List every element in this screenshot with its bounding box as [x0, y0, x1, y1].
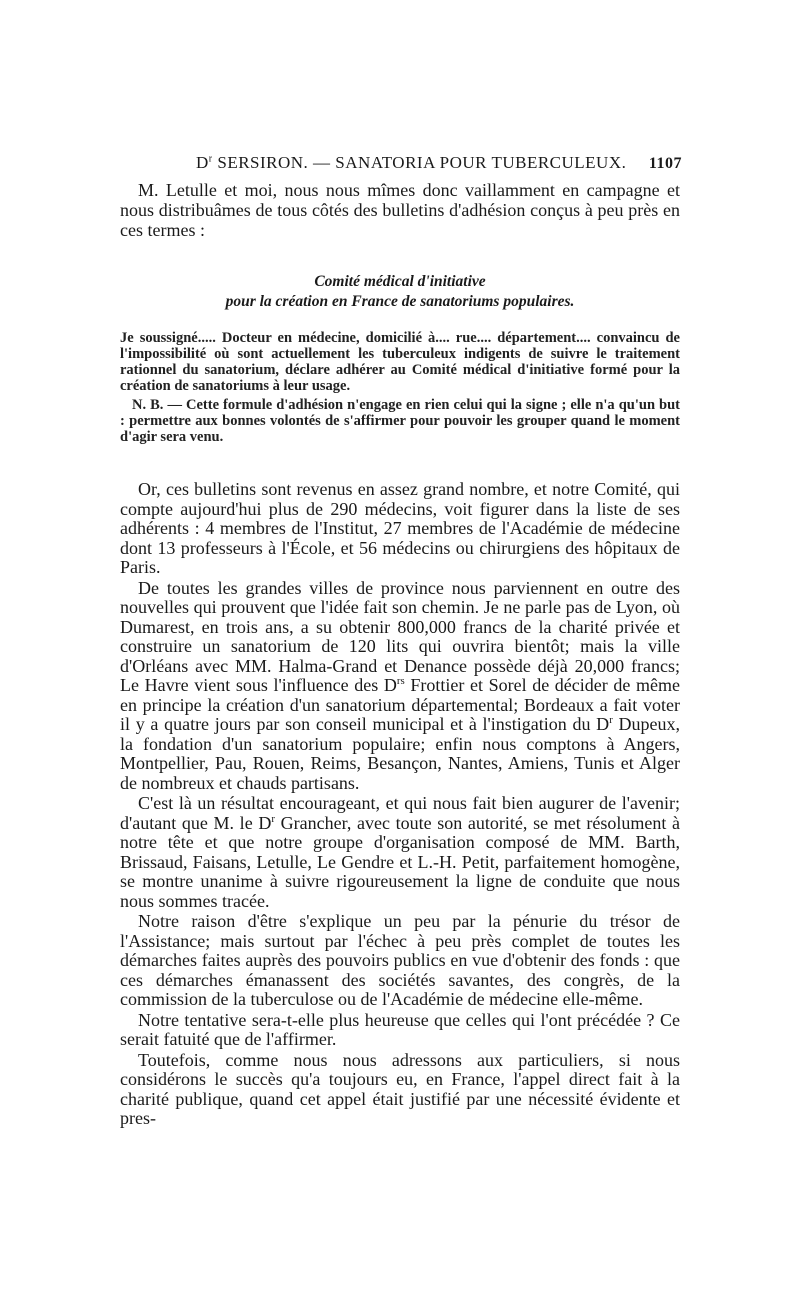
paragraph-provinces-part1: De toutes les grandes villes de province nous parviennent en outre des nouvelles qui prouvent que l'idée fait son chemin. Je ne parle pas de Lyon, où Dumarest, en trois ans, a su obtenir 800,000 francs de la charité privée et construire un sanatorium de 120 lits qui ouvrira bientôt; mais la ville d'Orléans avec MM. Halma-Grand et Denance possède déjà 20,000 francs; Le Havre vient sous l'influence des D	[120, 577, 680, 695]
membership-form-text	[120, 330, 680, 448]
superscript: rs	[396, 675, 405, 687]
paragraph-encouraging-part2: Grancher, avec toute son autorité, se met résolument à notre tête et que notre groupe d'organisation composé de MM. Barth, Brissaud, Faisans, Letulle, Le Gendre et L.-H. Petit, parfaitement homogène, se montre unanime à suivre rigoureusement la ligne de conduite que nous nous sommes tracée.	[120, 812, 680, 911]
paragraph-results: Or, ces bulletins sont revenus en assez grand nombre, et notre Comité, qui compte aujourd'hui plus de 290 médecins, voit figurer dans la liste de ses adhérents : 4 membres de l'Institut, 27 membres de l'Académie de médecine dont 13 professeurs à l'École, et 56 médecins ou chirurgiens des hôpitaux de Paris.	[120, 479, 680, 577]
superscript: r	[609, 714, 613, 726]
paragraph-toutefois: Toutefois, comme nous nous adressons aux particuliers, si nous considérons le succès qu'a toujours eu, en France, l'appel direct fait à la charité publique, quand cet appel était justifié par une nécessité évidente et pres-	[120, 1049, 680, 1128]
page-header	[196, 153, 682, 173]
committee-heading-line2: pour la création en France de sanatoriums populaires.	[225, 293, 575, 310]
form-declaration: Je soussigné..... Docteur en médecine, domicilié à.... rue.... département.... convaincu de l'impossibilité où sont actuellement les tuberculeux indigents de suivre le traitement rationnel du sanatorium, déclare adhérer au Comité médical d'initiative formé pour la création de sanatoriums à leur usage.	[120, 330, 680, 394]
running-title-superscript: r	[208, 153, 213, 165]
running-title	[196, 153, 626, 173]
page-number: 1107	[648, 155, 682, 172]
form-note: N. B. — Cette formule d'adhésion n'engage en rien celui qui la signe ; elle n'a qu'un but : permettre aux bonnes volontés de s'affirmer pour pouvoir les grouper quand le moment d'agir sera venu.	[120, 397, 680, 445]
paragraph-encouraging	[120, 794, 680, 911]
intro-paragraph-block	[120, 180, 680, 240]
paragraph-provinces	[120, 579, 680, 794]
intro-paragraph: M. Letulle et moi, nous nous mîmes donc vaillamment en campagne et nous distribuâmes de tous côtés des bulletins d'adhésion conçus à peu près en ces termes :	[120, 180, 680, 240]
paragraph-provinces-part3: Dupeux, la fondation d'un sanatorium populaire; enfin nous comptons à Angers, Montpellier, Pau, Rouen, Reims, Besançon, Nantes, Amiens, Tunis et Alger de nombreux et chauds partisans.	[120, 714, 680, 793]
body-text	[120, 480, 680, 1130]
superscript: r	[271, 812, 275, 825]
committee-heading-line1: Comité médical d'initiative	[314, 273, 486, 290]
paragraph-tentative: Notre tentative sera-t-elle plus heureuse que celles qui l'ont précédée ? Ce serait fatuité que de l'affirmer.	[120, 1009, 680, 1049]
committee-heading	[120, 272, 680, 312]
paragraph-encouraging-part1: C'est là un résultat encourageant, et qui nous fait bien augurer de l'avenir; d'autant que M. le D	[120, 793, 680, 833]
paragraph-provinces-part2: Frottier et Sorel de décider de même en principe la création d'un sanatorium départemental; Bordeaux a fait voter il y a quatre jours par son conseil municipal et à l'instigation du D	[120, 675, 680, 734]
running-title-prefix: D	[196, 153, 209, 172]
running-title-text: SERSIRON. — SANATORIA POUR TUBERCULEUX.	[212, 153, 627, 172]
paragraph-raison-etre: Notre raison d'être s'explique un peu par la pénurie du trésor de l'Assistance; mais surtout par l'échec à peu près complet de toutes les démarches faites auprès des pouvoirs publics en vue d'obtenir des fonds : que ces démarches émanassent des sociétés savantes, des congrès, de la commission de la tuberculose ou de l'Académie de médecine elle-même.	[120, 911, 680, 1009]
